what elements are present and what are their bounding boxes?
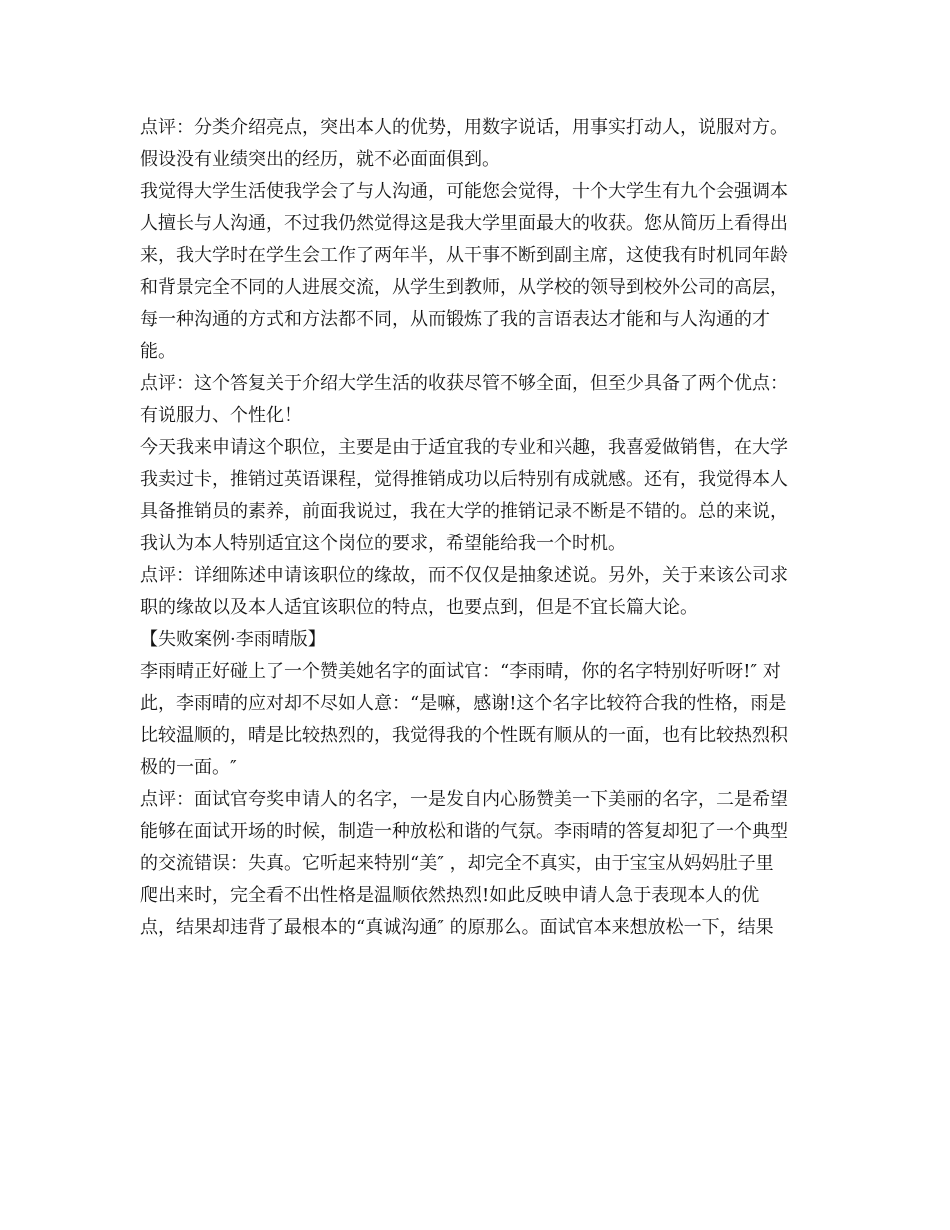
text-line: 人擅长与人沟通，不过我仍然觉得这是我大学里面最大的收获。您从简历上看得出 (140, 213, 788, 234)
text-line: 和背景完全不同的人进展交流，从学生到教师，从学校的领导到校外公司的高层， (140, 277, 788, 298)
document-body (140, 112, 816, 944)
text-line: 点评：分类介绍亮点，突出本人的优势，用数字说话，用事实打动人，说服对方。 (140, 117, 788, 138)
section-heading: 【失败案例·李雨晴版】 (140, 629, 326, 650)
text-line: 李雨晴正好碰上了一个赞美她名字的面试官：“李雨晴，你的名字特别好听呀!″ 对 (140, 661, 781, 682)
text-line: 点评：详细陈述申请该职位的缘故，而不仅仅是抽象述说。另外，关于来该公司求 (140, 565, 788, 586)
text-line: 假设没有业绩突出的经历，就不必面面俱到。 (140, 149, 500, 170)
text-line: 来，我大学时在学生会工作了两年半，从干事不断到副主席，这使我有时机同年龄 (140, 245, 788, 266)
text-line: 爬出来时，完全看不出性格是温顺依然热烈!如此反映申请人急于表现本人的优 (140, 885, 760, 906)
text-line: 我认为本人特别适宜这个岗位的要求，希望能给我一个时机。 (140, 533, 626, 554)
text-line: 点评：面试官夸奖申请人的名字，一是发自内心肠赞美一下美丽的名字，二是希望 (140, 789, 788, 810)
text-line: 极的一面。″ (140, 757, 237, 778)
text-line: 具备推销员的素养，前面我说过，我在大学的推销记录不断是不错的。总的来说， (140, 501, 788, 522)
text-line: 比较温顺的，晴是比较热烈的，我觉得我的个性既有顺从的一面，也有比较热烈积 (140, 725, 788, 746)
text-line: 有说服力、个性化！ (140, 405, 302, 426)
text-line: 我卖过卡，推销过英语课程，觉得推销成功以后特别有成就感。还有，我觉得本人 (140, 469, 788, 490)
text-line: 每一种沟通的方式和方法都不同，从而锻炼了我的言语表达才能和与人沟通的才 (140, 309, 770, 330)
text-line: 点评：这个答复关于介绍大学生活的收获尽管不够全面，但至少具备了两个优点： (140, 373, 788, 394)
text-line: 能够在面试开场的时候，制造一种放松和谐的气氛。李雨晴的答复却犯了一个典型 (140, 821, 788, 842)
text-line: 此，李雨晴的应对却不尽如人意：“是嘛，感谢!这个名字比较符合我的性格，雨是 (140, 693, 787, 714)
text-line: 能。 (140, 341, 176, 362)
text-line: 我觉得大学生活使我学会了与人沟通，可能您会觉得，十个大学生有九个会强调本 (140, 181, 788, 202)
text-line: 今天我来申请这个职位，主要是由于适宜我的专业和兴趣，我喜爱做销售，在大学 (140, 437, 788, 458)
text-line: 职的缘故以及本人适宜该职位的特点，也要点到，但是不宜长篇大论。 (140, 597, 698, 618)
text-line: 的交流错误：失真。它听起来特别“美″ ，却完全不真实，由于宝宝从妈妈肚子里 (140, 853, 774, 874)
text-line: 点，结果却违背了最根本的“真诚沟通″ 的原那么。面试官本来想放松一下，结果 (140, 917, 774, 938)
